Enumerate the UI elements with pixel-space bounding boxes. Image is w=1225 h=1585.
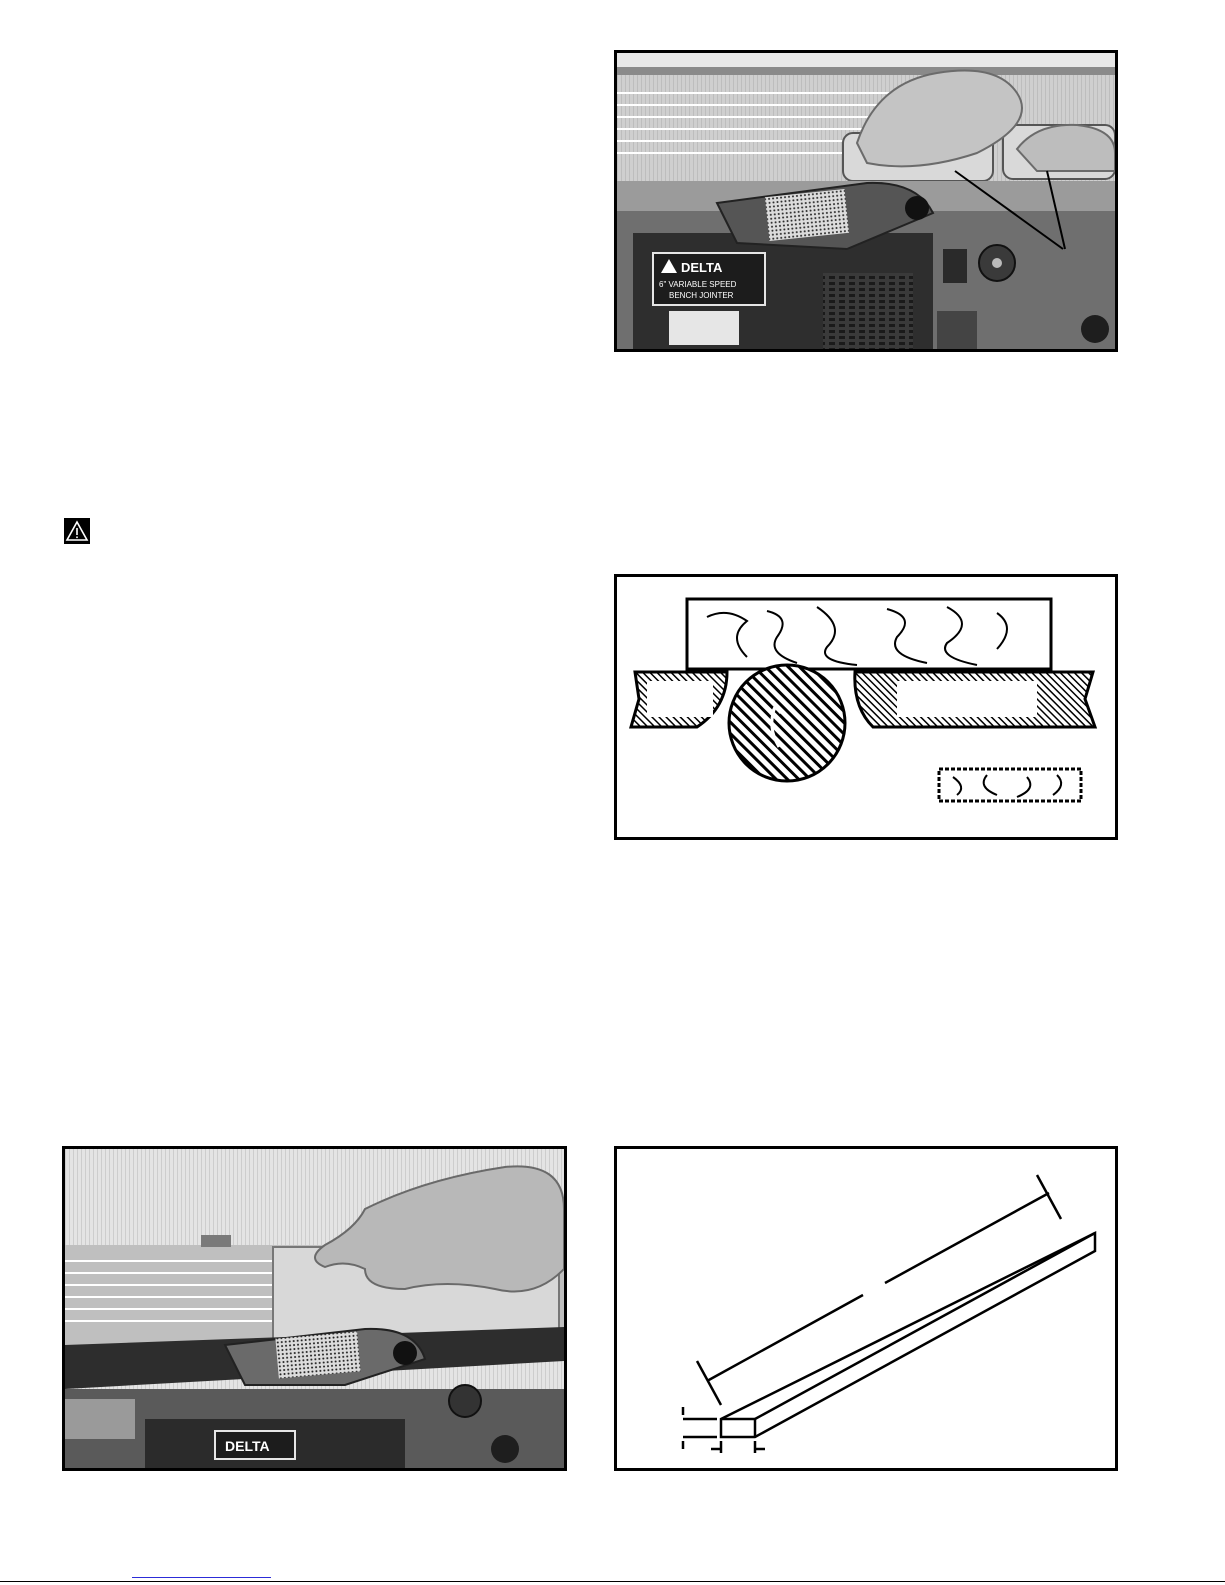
warning-triangle-icon [64,518,90,544]
edge-photo-brand-label: DELTA [225,1438,270,1454]
page-bottom-rule [0,1581,1225,1582]
figure-cutterhead-drawing [614,574,1118,840]
figure-stock-dimensions-drawing [614,1146,1118,1471]
figure-push-blocks-photo [614,50,1118,352]
figure-edge-jointing-photo [62,1146,567,1471]
push-blocks-photo-image [617,53,1115,349]
link-underline[interactable] [132,1577,271,1578]
cutterhead-drawing-image [617,577,1115,837]
machine-brand-label: DELTA [681,260,723,275]
machine-label-line2: BENCH JOINTER [669,291,734,300]
machine-label-line1: 6" VARIABLE SPEED [659,280,737,289]
edge-jointing-photo-image [65,1149,564,1468]
stock-dimensions-drawing-image [617,1149,1115,1468]
